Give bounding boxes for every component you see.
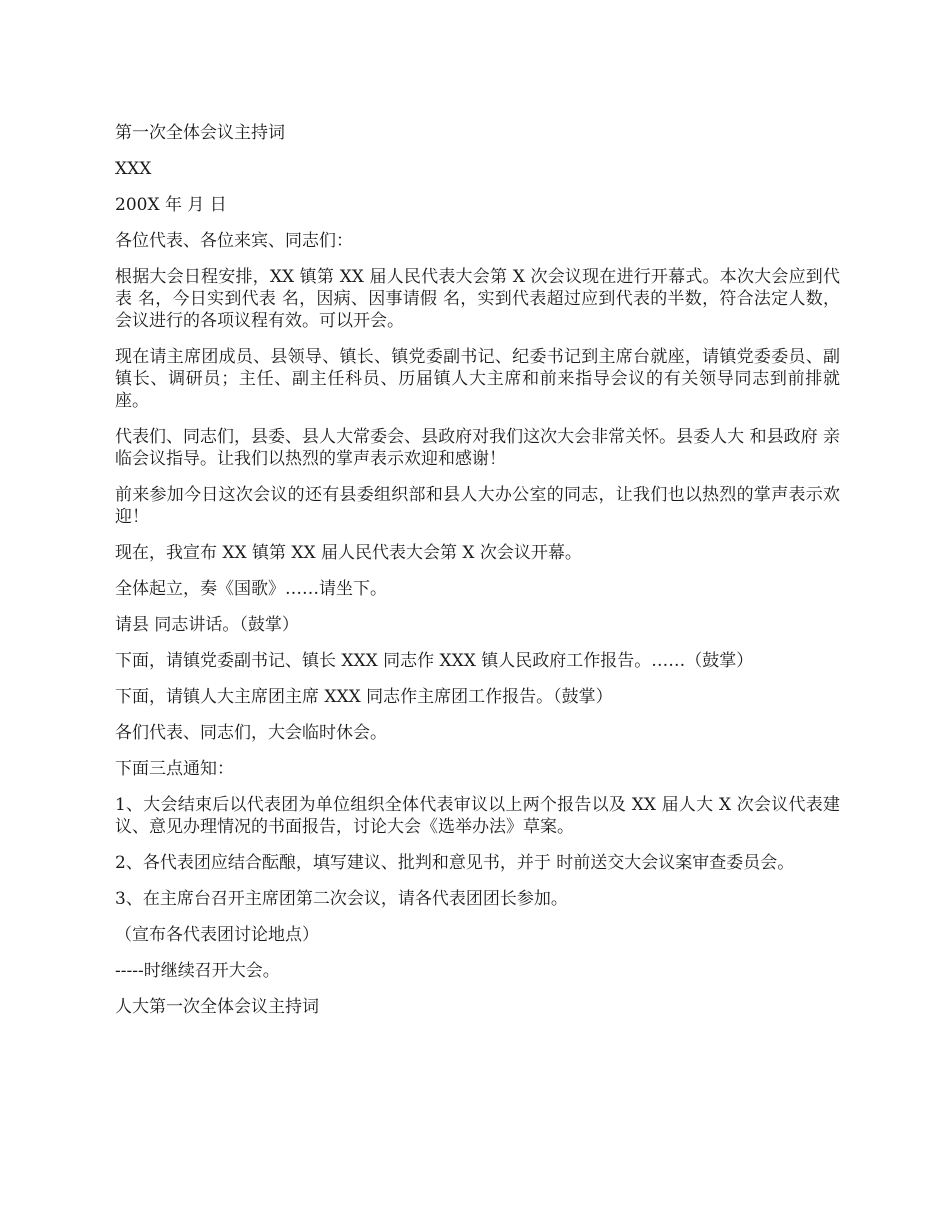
paragraph-recess: 各们代表、同志们，大会临时休会。 <box>115 723 387 743</box>
paragraph-resume: -----时继续召开大会。 <box>115 961 280 981</box>
paragraph-opening: 现在，我宣布 XX 镇第 XX 届人民代表大会第 X 次会议开幕。 <box>115 543 582 563</box>
paragraph-thanks: 代表们、同志们，县委、县人大常委会、县政府对我们这次大会非常关怀。县委人大 和县政府 亲临会议指导。让我们以热烈的掌声表示欢迎和感谢！ <box>115 427 840 469</box>
paragraph-presidium-report: 下面，请镇人大主席团主席 XXX 同志作主席团工作报告。（鼓掌） <box>115 687 613 707</box>
document-page <box>115 122 840 1032</box>
paragraph-greeting: 各位代表、各位来宾、同志们： <box>115 231 353 251</box>
paragraph-agenda: 根据大会日程安排，XX 镇第 XX 届人民代表大会第 X 次会议现在进行开幕式。本次大会应到代表 名，今日实到代表 名，因病、因事请假 名，实到代表超过应到代表的半数，符合法定人数，会议进行的各项议程有效。可以开会。 <box>115 267 840 331</box>
paragraph-seating: 现在请主席团成员、县领导、镇长、镇党委副书记、纪委书记到主席台就座，请镇党委委员、副镇长、调研员；主任、副主任科员、历届镇人大主席和前来指导会议的有关领导同志到前排就座。 <box>115 347 840 411</box>
notice-item-2: 2、各代表团应结合酝酿，填写建议、批判和意见书，并于 时前送交大会议案审查委员会。 <box>115 853 795 873</box>
document-date: 200X 年 月 日 <box>115 195 227 215</box>
paragraph-welcome: 前来参加今日这次会议的还有县委组织部和县人大办公室的同志，让我们也以热烈的掌声表示欢迎！ <box>115 485 840 527</box>
paragraph-speech: 请县 同志讲话。（鼓掌） <box>115 615 299 635</box>
paragraph-gov-report: 下面，请镇党委副书记、镇长 XXX 同志作 XXX 镇人民政府工作报告。……（鼓掌） <box>115 651 754 671</box>
paragraph-next-title: 人大第一次全体会议主持词 <box>115 997 319 1017</box>
paragraph-notice-heading: 下面三点通知： <box>115 759 234 779</box>
document-author: XXX <box>115 159 152 179</box>
document-title: 第一次全体会议主持词 <box>115 123 285 143</box>
paragraph-anthem: 全体起立，奏《国歌》……请坐下。 <box>115 579 387 599</box>
notice-item-1: 1、大会结束后以代表团为单位组织全体代表审议以上两个报告以及 XX 届人大 X 次会议代表建议、意见办理情况的书面报告，讨论大会《选举办法》草案。 <box>115 795 840 837</box>
notice-item-3: 3、在主席台召开主席团第二次会议，请各代表团团长参加。 <box>115 889 568 909</box>
paragraph-locations: （宣布各代表团讨论地点） <box>115 925 319 945</box>
